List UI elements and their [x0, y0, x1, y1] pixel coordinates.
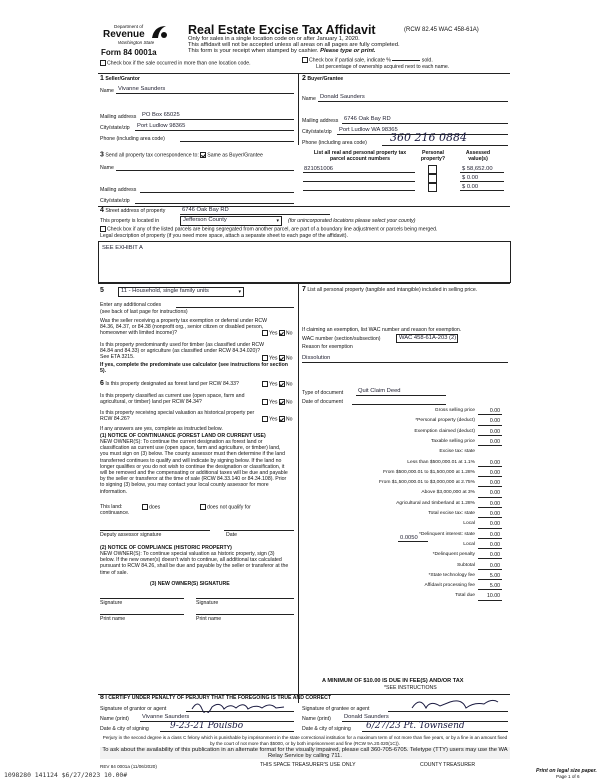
calc-label: Gross selling price — [434, 408, 475, 413]
grantor-date-city[interactable]: 9-23-21 Poulsbo — [170, 721, 244, 731]
land-use-select[interactable] — [118, 287, 244, 297]
new-owner-sig-title: (3) NEW OWNER(S) SIGNATURE — [150, 581, 230, 587]
buyer-city-label: City/state/zip — [302, 129, 332, 135]
grantee-date-city[interactable]: 6/27/23 Pt. Townsend — [366, 721, 465, 731]
buyer-mail-label: Mailing address — [302, 118, 339, 124]
sec6-q3-yes[interactable] — [262, 416, 268, 422]
partial-sale-checkbox-row[interactable] — [302, 57, 433, 64]
grantor-name-field[interactable]: Vivanne Saunders — [142, 714, 190, 720]
calc-label: Local — [463, 521, 475, 527]
calc-label: Exemption claimed (deduct) — [414, 428, 475, 434]
calc-value[interactable]: 0.00 — [489, 480, 500, 487]
county-select[interactable] — [180, 216, 282, 226]
logo-revenue: Revenue — [103, 29, 145, 40]
calc-value[interactable]: 0.00 — [489, 459, 500, 466]
wac-field[interactable] — [396, 334, 458, 343]
form-number: Form 84 0001a — [101, 48, 157, 57]
does-checkbox[interactable] — [142, 504, 148, 510]
segregated-checkbox[interactable] — [100, 226, 106, 232]
dor-logo — [100, 24, 180, 50]
deputy-sig-label: Deputy assessor signature — [100, 532, 162, 538]
calc-label: *Delinquent interest: state — [418, 531, 475, 537]
recording-stamp: 1098280 141124 $6/27/2023 10.00# — [4, 771, 128, 779]
sec5-q2: Is this property predominantly used for timber (as classified under RCW 84.84 and 84.33) or agriculture (as classified under RCW 84.34.020)? See ETA 3215. — [100, 342, 265, 361]
sec5-q2-yes[interactable] — [262, 355, 268, 361]
buyer-name-label: Name — [302, 96, 316, 102]
buyer-phone-label: Phone (including area code) — [302, 140, 367, 146]
sec6-q3: Is this property receiving special valuation as historical property per RCW 84.26? — [100, 410, 255, 423]
cert-heading: 8 I CERTIFY UNDER PENALTY OF PERJURY THAT THE FOREGOING IS TRUE AND CORRECT — [100, 694, 332, 701]
buyer-name-field[interactable]: Donald Saunders — [320, 94, 365, 100]
partial-sale-sold: sold. — [421, 57, 433, 64]
calc-value[interactable]: 0.00 — [489, 469, 500, 476]
sec6-q2-yes[interactable] — [262, 399, 268, 405]
calc-value[interactable]: 0.00 — [489, 438, 500, 445]
street-label: Street address of property — [105, 208, 166, 214]
buyer-heading: 2 Buyer/Grantee — [302, 75, 344, 82]
assessed-value-1[interactable]: $ 58,652.00 — [462, 166, 493, 172]
sec5-q1-options: Yes No — [262, 330, 293, 337]
located-label: This property is located in — [100, 218, 160, 224]
calc-value[interactable]: 0.00 — [489, 500, 500, 507]
partial-sale-checkbox[interactable] — [302, 57, 308, 63]
calc-label: *Personal property (deduct) — [415, 418, 475, 424]
sec7-heading: 7 List all personal property (tangible and intangible) included in selling price. — [302, 286, 478, 293]
sec6-q1: Is this property designated as forest land per RCW 84.33? — [105, 381, 239, 387]
continuance-title: (1) NOTICE OF CONTINUANCE (FOREST LAND OR CURRENT USE) — [100, 433, 266, 439]
calc-value[interactable]: 0.00 — [489, 562, 500, 569]
see-back-note: (see back of last page for instructions) — [100, 309, 188, 315]
calc-value[interactable]: 0.00 — [489, 418, 500, 425]
legal-desc-label: Legal description of property (if you need more space, attach a separate sheet to each page of the affidavit). — [100, 233, 348, 239]
multi-location-checkbox[interactable] — [100, 60, 106, 66]
header-line-2: This affidavit will not be accepted unless all areas on all pages are fully completed. — [188, 42, 400, 48]
chevron-down-icon: ▾ — [276, 218, 279, 224]
sec6-q3-no[interactable] — [279, 416, 285, 422]
header-line-1: Only for sales in a single location code on or after January 1, 2020. — [188, 36, 360, 42]
calc-value[interactable]: 5.00 — [489, 572, 500, 579]
grantee-signature[interactable] — [410, 696, 500, 717]
sec6-q3-options: Yes No — [262, 416, 293, 423]
rev-number: REV 84 0001a (11/06/2020) — [100, 764, 157, 769]
calc-label: Total due — [455, 593, 475, 599]
calc-value[interactable]: 0.00 — [489, 521, 500, 528]
sec5-q2-no[interactable] — [279, 355, 285, 361]
sec6-q1-yes[interactable] — [262, 381, 268, 387]
owner-print-label-2: Print name — [196, 616, 222, 622]
calc-value[interactable]: 0.00 — [489, 541, 500, 548]
unincorporated-note: (for unincorporated locations please select your county) — [288, 218, 416, 224]
calc-label: Total excise tax: state — [428, 511, 475, 516]
doc-type-value[interactable]: Quit Claim Deed — [358, 388, 401, 394]
exempt-claim-label: If claiming an exemption, list WAC number and reason for exemption. — [302, 327, 462, 333]
doc-date-label: Date of document — [302, 399, 343, 405]
header-line-3-emph: Please type or print. — [320, 48, 376, 54]
multi-location-label: Check box if the sale occurred in more than one location code. — [107, 60, 251, 67]
sec6-q2-options: Yes No — [262, 399, 293, 406]
same-as-buyer-label: Same as Buyer/Grantee — [207, 152, 263, 159]
legal-paper-note: Print on legal size paper. — [536, 768, 597, 774]
owner-sig-label-1: Signature — [100, 600, 123, 606]
page-title: Real Estate Excise Tax Affidavit — [188, 23, 376, 37]
personal-property-checkbox-2[interactable] — [428, 174, 437, 183]
calc-value[interactable]: 0.00 — [489, 531, 500, 538]
sec5-q2-options: Yes No — [262, 355, 293, 362]
multi-location-checkbox-row[interactable] — [100, 60, 251, 67]
calc-label: Subtotal — [457, 562, 475, 568]
sec3-name-label: Name — [100, 165, 114, 171]
doc-type-label: Type of document — [302, 390, 344, 396]
calc-label: Affidavit processing fee — [424, 583, 475, 589]
sec6-q1-no[interactable] — [279, 381, 285, 387]
additional-codes-label: Enter any additional codes — [100, 302, 162, 308]
historic-title: (2) NOTICE OF COMPLIANCE (HISTORIC PROPERTY) — [100, 545, 232, 551]
sec5-q1: Was the seller receiving a property tax exemption or deferral under RCW 84.36, 84.37, or 84.38 (nonprofit org., senior citizen or disabled person, homeowner with limited income)? — [100, 318, 268, 337]
seller-city-field[interactable]: Port Ludlow 98365 — [137, 123, 186, 129]
sec5-q1-no[interactable] — [279, 330, 285, 336]
seller-name-label: Name — [100, 88, 114, 94]
perjury-notice: Perjury in the second degree is a class C felony which is punishable by imprisonment in the state correctional institution for a maximum term of not more than five years, or by a fine in an amount fixed by the court of not more than $5000, or by both imprisonment and fine (RCW 9A.20.020(1C)). — [102, 735, 508, 746]
sec3-mail-label: Mailing address — [100, 187, 137, 193]
logo-dept: Department of — [114, 24, 144, 29]
local-rate-value: 0.0050 — [400, 535, 418, 541]
sec6-q2-no[interactable] — [279, 399, 285, 405]
legal-description-text: SEE EXHIBIT A — [102, 245, 143, 251]
buyer-city-field[interactable]: Port Ludlow WA 98365 — [339, 127, 398, 133]
buyer-mail-field[interactable]: 6746 Oak Bay RD — [344, 116, 391, 122]
calc-label: Agricultural and timberland at 1.28% — [396, 500, 475, 506]
assessed-value-2[interactable]: $ 0.00 — [462, 175, 479, 181]
logo-state: Washington State — [118, 40, 155, 45]
continuance-text: NEW OWNER(S): To continue the current designation as forest land or classification as current use (open space, farm and agriculture, or timber) land, you must sign on (3) below. The county assessor must then determine if the land transferred continues to qualify and will indicate by signing below. If the land no longer qualifies or you do not wish to continue the designation or classification, it will be removed and the compensating or additional taxes will be due and payable by the seller or transferor at the time of sale (RCW 84.33.140 or 84.34.108). Prior to signing (3) below, you may contact your local county assessor for more information. — [100, 439, 288, 495]
sec5-q1-yes[interactable] — [262, 330, 268, 336]
calc-value[interactable]: 0.00 — [489, 552, 500, 559]
calc-label: From $1,500,000.01 to $3,000,000 at 2.75% — [379, 480, 475, 486]
reason-label: Reason for exemption — [302, 344, 353, 350]
seller-mail-label: Mailing address — [100, 114, 137, 120]
page-number: Page 1 of 6 — [556, 774, 580, 779]
partial-sale-label: Check box if partial sale, indicate % — [309, 57, 391, 64]
grantee-name-field[interactable]: Donald Saunders — [344, 714, 389, 720]
calc-value[interactable]: 10.00 — [487, 593, 500, 600]
chevron-down-icon: ▾ — [238, 289, 241, 295]
header-line-3-text: This form is your receipt when stamped by cashier. — [188, 48, 319, 54]
calc-label: *State technology fee — [428, 572, 475, 578]
grantor-signature[interactable] — [190, 699, 286, 716]
grantee-name-label: Name (print) — [302, 716, 331, 722]
land-use-value: 11 - Household, single family units — [121, 288, 209, 294]
reason-value[interactable]: Dissolution — [302, 355, 331, 361]
seller-city-label: City/state/zip — [100, 125, 130, 131]
county-value: Jefferson County — [183, 217, 227, 223]
sec5-q3: If yes, complete the predominate use calculator (see instructions for section 5). — [100, 362, 288, 375]
deputy-date-label: Date — [226, 532, 237, 538]
continuance-word: continuance. — [100, 510, 130, 516]
county-treasurer: COUNTY TREASURER — [420, 762, 476, 768]
grantor-sig-label: Signature of grantor or agent — [100, 706, 167, 712]
assessed-value-3[interactable]: $ 0.00 — [462, 184, 479, 190]
calc-label: Excise tax: state — [439, 449, 475, 455]
seller-phone-label: Phone (including area code) — [100, 136, 165, 142]
sec7-label: List all personal property (tangible and intangible) included in selling price. — [307, 287, 478, 293]
same-as-buyer-checkbox[interactable] — [200, 152, 206, 158]
assessed-col-header: Assessed value(s) — [465, 150, 491, 163]
sec6-q2: Is this property classified as current use (open space, farm and agricultural, or timber) land per RCW 84.34? — [100, 393, 245, 406]
grantor-date-label: Date & city of signing — [100, 726, 149, 732]
calc-label: *Delinquent penalty — [432, 552, 475, 558]
calc-value[interactable]: 5.00 — [489, 583, 500, 590]
calc-value[interactable]: 0.00 — [489, 428, 500, 435]
does-option: does — [142, 504, 160, 511]
doesnot-checkbox[interactable] — [200, 504, 206, 510]
personal-property-checkbox-3[interactable] — [428, 183, 437, 192]
calc-label: Above $3,000,000 at 3% — [421, 490, 475, 496]
cert-text: I CERTIFY UNDER PENALTY OF PERJURY THAT THE FOREGOING IS TRUE AND CORRECT — [105, 695, 332, 701]
legal-description-field[interactable] — [98, 241, 511, 283]
segregated-label: Check box if any of the listed parcels are being segregated from another parcel, are part of a boundary line adjustment or parcels being merged. — [107, 226, 438, 233]
calc-value[interactable]: 0.00 — [489, 511, 500, 517]
historic-text: NEW OWNER(S): To continue special valuation as historic property, sign (3) below. If the new owner(s) doesn't wish to continue, all additional tax calculated pursuant to RCW 84.26, shall be due and payable by the seller or transferor at the time of sale. — [100, 551, 289, 576]
grantor-name-label: Name (print) — [100, 716, 129, 722]
calc-label: Less than $500,000.01 at 1.1% — [407, 459, 475, 465]
sec6-q1-options: Yes No — [262, 381, 293, 388]
sec4-street-row: 4 Street address of property — [100, 207, 166, 214]
calc-value[interactable]: 0.00 — [489, 408, 500, 414]
street-address-field[interactable]: 6746 Oak Bay RD — [182, 207, 229, 213]
seller-mail-field[interactable]: PO Box 65025 — [142, 112, 180, 118]
grantee-sig-label: Signature of grantee or agent — [302, 706, 370, 712]
owner-print-label-1: Print name — [100, 616, 126, 622]
seller-label: Seller/Grantor — [105, 76, 140, 82]
personal-col-header: Personal property? — [420, 150, 446, 163]
owner-sig-label-2: Signature — [196, 600, 219, 606]
seller-name-field[interactable]: Vivanne Saunders — [118, 86, 166, 92]
buyer-phone-field[interactable]: 360 216 0884 — [390, 131, 467, 144]
wac-value: WAC 458-61A-203 (2) — [399, 334, 457, 341]
header-line-3 — [188, 48, 376, 54]
personal-property-checkbox-1[interactable] — [428, 165, 437, 174]
treasurer-only: THIS SPACE TREASURER'S USE ONLY — [260, 762, 356, 768]
sec3-city-label: City/state/zip — [100, 198, 130, 204]
sec6-q1-row: 6 Is this property designated as forest land per RCW 84.33? — [100, 380, 239, 387]
sec3-label: Send all property tax correspondence to: — [105, 152, 199, 159]
title-citation: (RCW 82.45 WAC 458-61A) — [404, 27, 479, 33]
doesnot-option: does not qualify for — [200, 504, 251, 511]
ifany-note: If any answers are yes, complete as instructed below. — [100, 426, 223, 432]
partial-sale-note: List percentage of ownership acquired next to each name. — [316, 64, 450, 70]
this-land-label: This land: — [100, 504, 123, 510]
calc-label: Local — [463, 541, 475, 547]
calc-value[interactable]: 0.00 — [489, 490, 500, 497]
calc-label: Taxable selling price — [430, 438, 475, 444]
seller-heading: 1 Seller/Grantor — [100, 75, 140, 82]
parcel-number-1[interactable]: 821051006 — [304, 166, 334, 172]
calc-label: From $500,000.01 to $1,500,000 at 1.28% — [383, 469, 475, 475]
sec3-heading: 3 Send all property tax correspondence to: Same as Buyer/Grantee — [100, 151, 263, 159]
see-instructions: *SEE INSTRUCTIONS — [384, 685, 437, 691]
wac-label: WAC number (section/subsection) — [302, 336, 381, 342]
segregated-checkbox-row[interactable] — [100, 226, 437, 233]
alt-format-notice: To ask about the availability of this publication in an alternate format for the visually impaired, please call 360-705-6705. Teletype (TTY) users may use the WA Relay Service by calling 711. — [100, 747, 510, 759]
buyer-label: Buyer/Grantee — [307, 76, 344, 82]
grantee-date-label: Date & city of signing — [302, 726, 351, 732]
min-due-note: A MINIMUM OF $10.00 IS DUE IN FEE(S) AND/OR TAX — [322, 678, 464, 684]
parcel-col-header: List all real and personal property tax parcel account numbers — [313, 150, 407, 163]
